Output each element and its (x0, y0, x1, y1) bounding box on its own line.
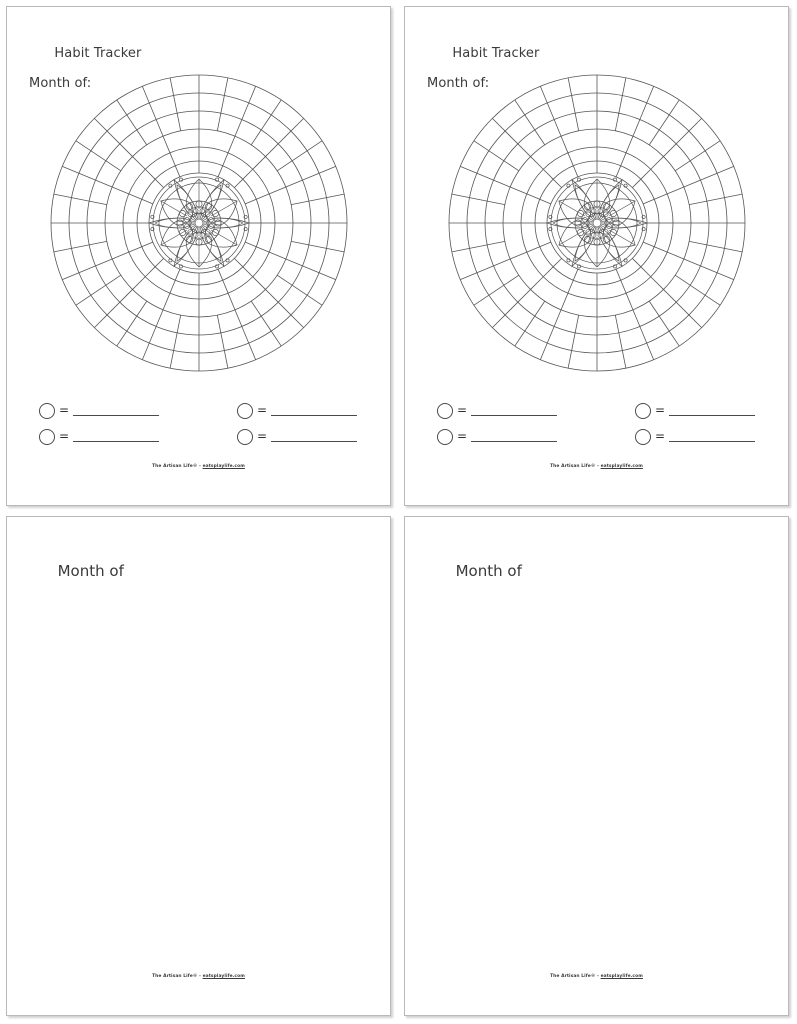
page-title (29, 544, 124, 598)
legend-entry[interactable] (635, 429, 755, 445)
circle-icon (39, 429, 55, 445)
mandala-wheel-svg (447, 73, 747, 373)
credit-brand: The Artisan Life® - (152, 974, 203, 979)
equals-sign: = (59, 429, 70, 443)
equals-sign: = (457, 429, 468, 443)
circle-icon (437, 403, 453, 419)
equals-sign: = (59, 403, 70, 417)
legend-entry[interactable] (237, 403, 357, 419)
page-sheet-habit-tracker-grid-a[interactable] (6, 516, 391, 1016)
legend-entry[interactable] (437, 429, 557, 445)
page-title-line1: Month of (57, 562, 124, 580)
page-sheet-habit-tracker-mandala-b[interactable] (404, 6, 789, 506)
page-title-line1: Habit Tracker (452, 46, 540, 61)
page-sheet-habit-tracker-grid-b[interactable] (404, 516, 789, 1016)
circle-icon (237, 403, 253, 419)
circle-icon (635, 403, 651, 419)
credit-url: eatsplaylife.com (202, 974, 245, 979)
mandala-wheel-chart[interactable] (49, 73, 349, 373)
credit-url: eatsplaylife.com (600, 974, 643, 979)
legend-entry[interactable] (437, 403, 557, 419)
credit-brand: The Artisan Life® - (550, 464, 601, 469)
legend-write-in-line[interactable] (73, 441, 159, 442)
equals-sign: = (257, 403, 268, 417)
legend-write-in-line[interactable] (73, 415, 159, 416)
footer-credit (7, 464, 390, 469)
mandala-wheel-svg (49, 73, 349, 373)
credit-brand: The Artisan Life® - (550, 974, 601, 979)
page-title-line2: Month of: (427, 76, 490, 91)
mandala-wheel-chart[interactable] (447, 73, 747, 373)
page-title-line1: Month of (455, 562, 522, 580)
legend-entry[interactable] (39, 403, 159, 419)
credit-brand: The Artisan Life® - (152, 464, 203, 469)
legend-write-in-line[interactable] (669, 441, 755, 442)
page-sheet-habit-tracker-mandala-a[interactable] (6, 6, 391, 506)
equals-sign: = (655, 429, 666, 443)
page-title-line1: Habit Tracker (54, 46, 142, 61)
legend-entry[interactable] (237, 429, 357, 445)
footer-credit (7, 974, 390, 979)
equals-sign: = (257, 429, 268, 443)
legend-write-in-line[interactable] (271, 415, 357, 416)
footer-credit (405, 974, 788, 979)
legend-key (431, 403, 772, 455)
legend-write-in-line[interactable] (271, 441, 357, 442)
legend-entry[interactable] (635, 403, 755, 419)
legend-entry[interactable] (39, 429, 159, 445)
equals-sign: = (655, 403, 666, 417)
circle-icon (237, 429, 253, 445)
legend-write-in-line[interactable] (471, 441, 557, 442)
equals-sign: = (457, 403, 468, 417)
footer-credit (405, 464, 788, 469)
legend-key (33, 403, 374, 455)
circle-icon (635, 429, 651, 445)
credit-url: eatsplaylife.com (202, 464, 245, 469)
circle-icon (437, 429, 453, 445)
legend-write-in-line[interactable] (471, 415, 557, 416)
page-title (427, 544, 522, 598)
credit-url: eatsplaylife.com (600, 464, 643, 469)
legend-write-in-line[interactable] (669, 415, 755, 416)
page-title-line2: Month of: (29, 76, 92, 91)
circle-icon (39, 403, 55, 419)
